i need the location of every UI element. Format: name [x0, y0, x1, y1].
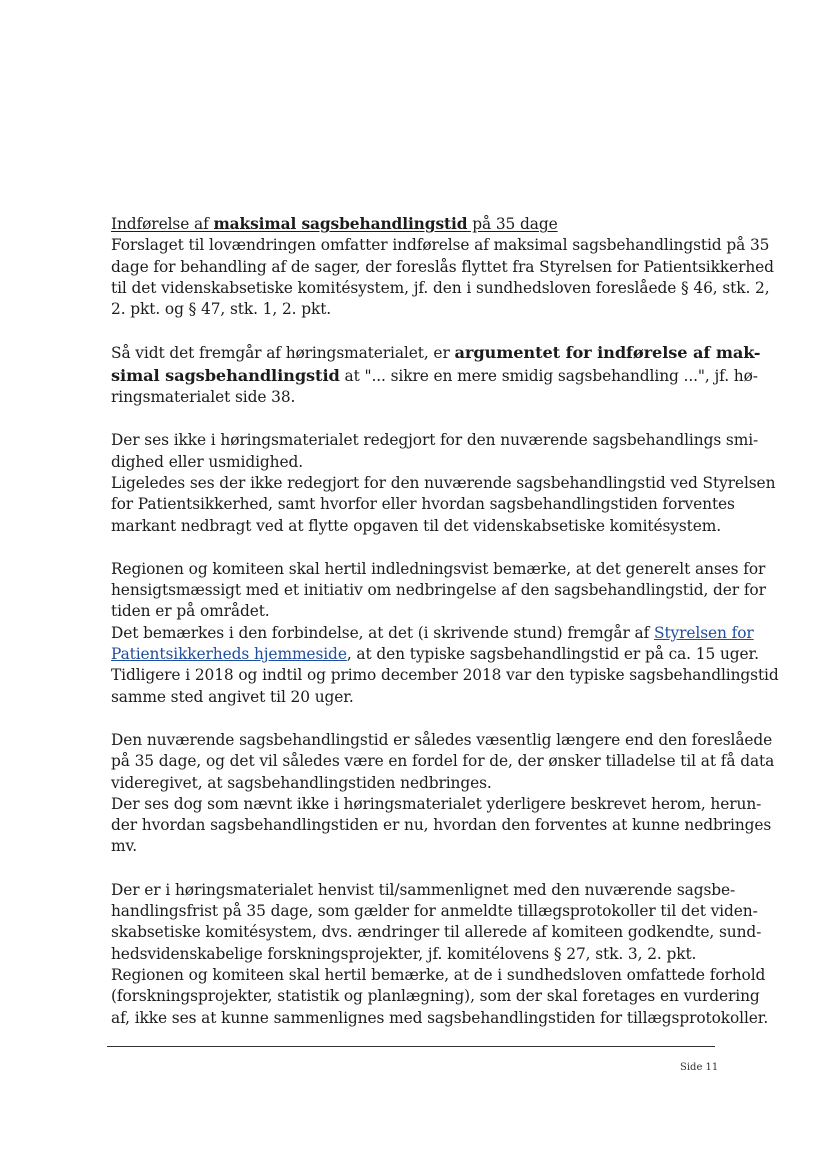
text-line: dighed eller usmidighed. — [111, 452, 304, 471]
text-run: , at den typiske sagsbehandlingstid er på ca. 15 uger. — [346, 645, 759, 664]
text-line: ringsmaterialet side 38. — [111, 388, 296, 407]
text-run: Så vidt det fremgår af høringsmaterialet, er — [111, 344, 455, 363]
text-line: hedsvidenskabelige forskningsprojekter, jf. komitélovens § 27, stk. 3, 2. pkt. — [111, 944, 697, 963]
text-line: Ligeledes ses der ikke redegjort for den nuværende sagsbehandlingstid ved Styrelsen — [111, 473, 776, 492]
text-line: Der ses dog som nævnt ikke i høringsmaterialet yderligere beskrevet herom, herun- — [111, 794, 762, 813]
paragraph-2 — [111, 342, 761, 408]
styrelsen-link-continued[interactable]: Patientsikkerheds hjemmeside — [111, 645, 347, 664]
heading-text-bold: maksimal sagsbehandlingstid — [213, 215, 468, 233]
text-line: (forskningsprojekter, statistik og planlægning), som der skal foretages en vurdering — [111, 987, 760, 1006]
heading-text-post: på 35 dage — [467, 215, 558, 233]
text-line — [111, 623, 754, 644]
text-line: Tidligere i 2018 og indtil og primo december 2018 var den typiske sagsbehandlingstid — [111, 666, 779, 685]
text-line: af, ikke ses at kunne sammenlignes med sagsbehandlingstiden for tillægsprotokoller. — [111, 1008, 769, 1027]
text-run: Det bemærkes i den forbindelse, at det (i skrivende stund) fremgår af — [111, 623, 655, 642]
text-line: Der ses ikke i høringsmaterialet redegjort for den nuværende sagsbehandlings smi- — [111, 431, 759, 450]
paragraph-5 — [111, 730, 775, 858]
bold-text: simal sagsbehandlingstid — [111, 365, 340, 385]
page-body — [111, 214, 779, 1051]
text-line: der hvordan sagsbehandlingstiden er nu, hvordan den forventes at kunne nedbringes — [111, 816, 772, 835]
text-line: 2. pkt. og § 47, stk. 1, 2. pkt. — [111, 300, 332, 319]
text-line: Forslaget til lovændringen omfatter indførelse af maksimal sagsbehandlingstid på 35 — [111, 236, 770, 255]
text-line: på 35 dage, og det vil således være en fordel for de, der ønsker tilladelse til at få data — [111, 752, 775, 771]
paragraph-1 — [111, 235, 774, 320]
paragraph-4 — [111, 559, 779, 708]
bold-text: argumentet for indførelse af mak- — [454, 343, 761, 363]
text-line: hensigtsmæssigt med et initiativ om nedbringelse af den sagsbehandlingstid, der for — [111, 581, 766, 600]
text-line — [111, 365, 758, 387]
text-line: Der er i høringsmaterialet henvist til/sammenlignet med den nuværende sagsbe- — [111, 880, 736, 899]
section-heading — [111, 214, 719, 235]
text-line — [111, 342, 761, 364]
text-line: videregivet, at sagsbehandlingstiden nedbringes. — [111, 773, 492, 792]
text-line — [111, 644, 759, 665]
paragraph-3 — [111, 430, 776, 536]
text-line: for Patientsikkerhed, samt hvorfor eller hvordan sagsbehandlingstiden forventes — [111, 495, 735, 514]
page-number: Side 11 — [680, 1062, 719, 1073]
text-line: markant nedbragt ved at flytte opgaven til det videnskabsetiske komitésystem. — [111, 516, 722, 535]
text-line: dage for behandling af de sager, der foreslås flyttet fra Styrelsen for Patientsikkerhed — [111, 257, 774, 276]
text-line: Regionen og komiteen skal hertil bemærke, at de i sundhedsloven omfattede forhold — [111, 965, 766, 984]
text-line: tiden er på området. — [111, 602, 270, 621]
footer-divider — [107, 1046, 715, 1047]
text-run: at "... sikre en mere smidig sagsbehandling ...", jf. hø- — [339, 366, 758, 385]
text-line: Regionen og komiteen skal hertil indledningsvist bemærke, at det generelt anses for — [111, 559, 766, 578]
text-line: mv. — [111, 837, 138, 856]
text-line: Den nuværende sagsbehandlingstid er således væsentlig længere end den foreslåede — [111, 730, 773, 749]
text-line: handlingsfrist på 35 dage, som gælder for anmeldte tillægsprotokoller til det viden- — [111, 902, 758, 921]
heading-text-pre: Indførelse af — [111, 215, 214, 233]
text-line: skabsetiske komitésystem, dvs. ændringer til allerede af komiteen godkendte, sund- — [111, 923, 762, 942]
styrelsen-link[interactable]: Styrelsen for — [654, 623, 754, 642]
paragraph-6 — [111, 880, 769, 1029]
text-line: samme sted angivet til 20 uger. — [111, 687, 354, 706]
text-line: til det videnskabsetiske komitésystem, jf. den i sundhedsloven foreslåede § 46, stk. 2, — [111, 278, 770, 297]
